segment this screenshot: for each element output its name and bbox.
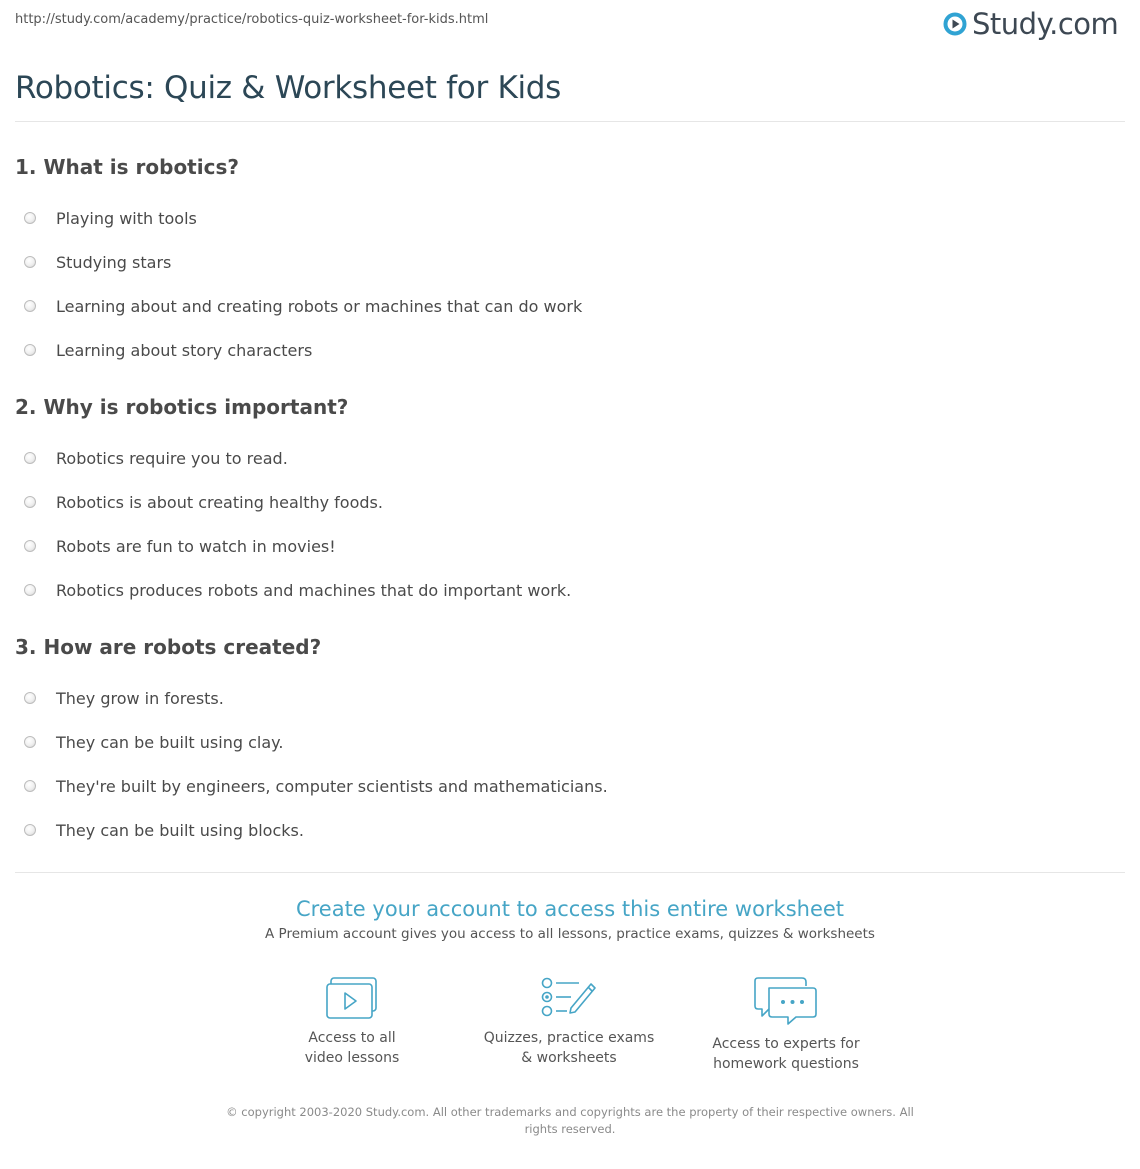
feature-video-lessons	[252, 976, 452, 1068]
answer-option[interactable]	[15, 764, 1115, 808]
chat-bubbles-icon	[754, 976, 818, 1026]
answer-label: They can be built using blocks.	[56, 820, 304, 840]
question-title: 2. Why is robotics important?	[15, 395, 349, 419]
answer-option[interactable]	[15, 240, 1115, 284]
radio-button[interactable]	[24, 496, 36, 508]
question-2	[15, 392, 1115, 612]
answer-option[interactable]	[15, 196, 1115, 240]
video-lessons-icon	[326, 976, 378, 1020]
answer-label: They grow in forests.	[56, 688, 224, 708]
create-account-link[interactable]: Create your account to access this entire worksheet	[295, 897, 845, 921]
copyright-notice: © copyright 2003-2020 Study.com. All other trademarks and copyrights are the property of their respective owners. All rights reserved.	[226, 1105, 914, 1136]
radio-button[interactable]	[24, 540, 36, 552]
play-circle-icon	[943, 12, 967, 36]
answer-label: Robotics is about creating healthy foods.	[56, 492, 383, 512]
answer-option[interactable]	[15, 524, 1115, 568]
answer-label: Learning about and creating robots or machines that can do work	[56, 296, 583, 316]
answer-label: Learning about story characters	[56, 340, 313, 360]
radio-button[interactable]	[24, 212, 36, 224]
answer-option[interactable]	[15, 676, 1115, 720]
answer-label: Playing with tools	[56, 208, 197, 228]
cta-subtitle: A Premium account gives you access to all lessons, practice exams, quizzes & worksheets	[265, 926, 875, 942]
question-1	[15, 152, 1115, 372]
radio-button[interactable]	[24, 452, 36, 464]
radio-button[interactable]	[24, 736, 36, 748]
answer-option[interactable]	[15, 284, 1115, 328]
question-3	[15, 632, 1115, 852]
answer-option[interactable]	[15, 808, 1115, 852]
divider	[15, 872, 1125, 873]
radio-button[interactable]	[24, 824, 36, 836]
answer-option[interactable]	[15, 328, 1115, 372]
answer-options	[15, 436, 1115, 612]
answer-options	[15, 196, 1115, 372]
signup-cta	[0, 894, 1140, 942]
radio-button[interactable]	[24, 780, 36, 792]
feature-label: Quizzes, practice exams & worksheets	[483, 1030, 655, 1066]
divider	[15, 121, 1125, 122]
answer-label: They're built by engineers, computer scientists and mathematicians.	[56, 776, 608, 796]
feature-label: Access to experts for homework questions	[712, 1036, 860, 1072]
answer-option[interactable]	[15, 480, 1115, 524]
answer-label: They can be built using clay.	[56, 732, 284, 752]
radio-button[interactable]	[24, 256, 36, 268]
answer-options	[15, 676, 1115, 852]
page-url: http://study.com/academy/practice/robotics-quiz-worksheet-for-kids.html	[15, 12, 489, 27]
radio-button[interactable]	[24, 344, 36, 356]
quiz-checklist-icon	[541, 976, 597, 1020]
answer-option[interactable]	[15, 436, 1115, 480]
answer-option[interactable]	[15, 568, 1115, 612]
feature-label: Access to all video lessons	[304, 1030, 400, 1066]
answer-label: Robotics produces robots and machines that do important work.	[56, 580, 572, 600]
feature-quizzes	[469, 976, 669, 1068]
radio-button[interactable]	[24, 300, 36, 312]
answer-label: Robotics require you to read.	[56, 448, 288, 468]
radio-button[interactable]	[24, 692, 36, 704]
answer-option[interactable]	[15, 720, 1115, 764]
question-title: 3. How are robots created?	[15, 635, 322, 659]
answer-label: Robots are fun to watch in movies!	[56, 536, 336, 556]
radio-button[interactable]	[24, 584, 36, 596]
page-title: Robotics: Quiz & Worksheet for Kids	[15, 70, 562, 106]
study-logo[interactable]	[943, 6, 1118, 42]
answer-label: Studying stars	[56, 252, 172, 272]
question-title: 1. What is robotics?	[15, 155, 239, 179]
feature-experts	[686, 976, 886, 1074]
logo-text: Study.com	[972, 7, 1119, 41]
